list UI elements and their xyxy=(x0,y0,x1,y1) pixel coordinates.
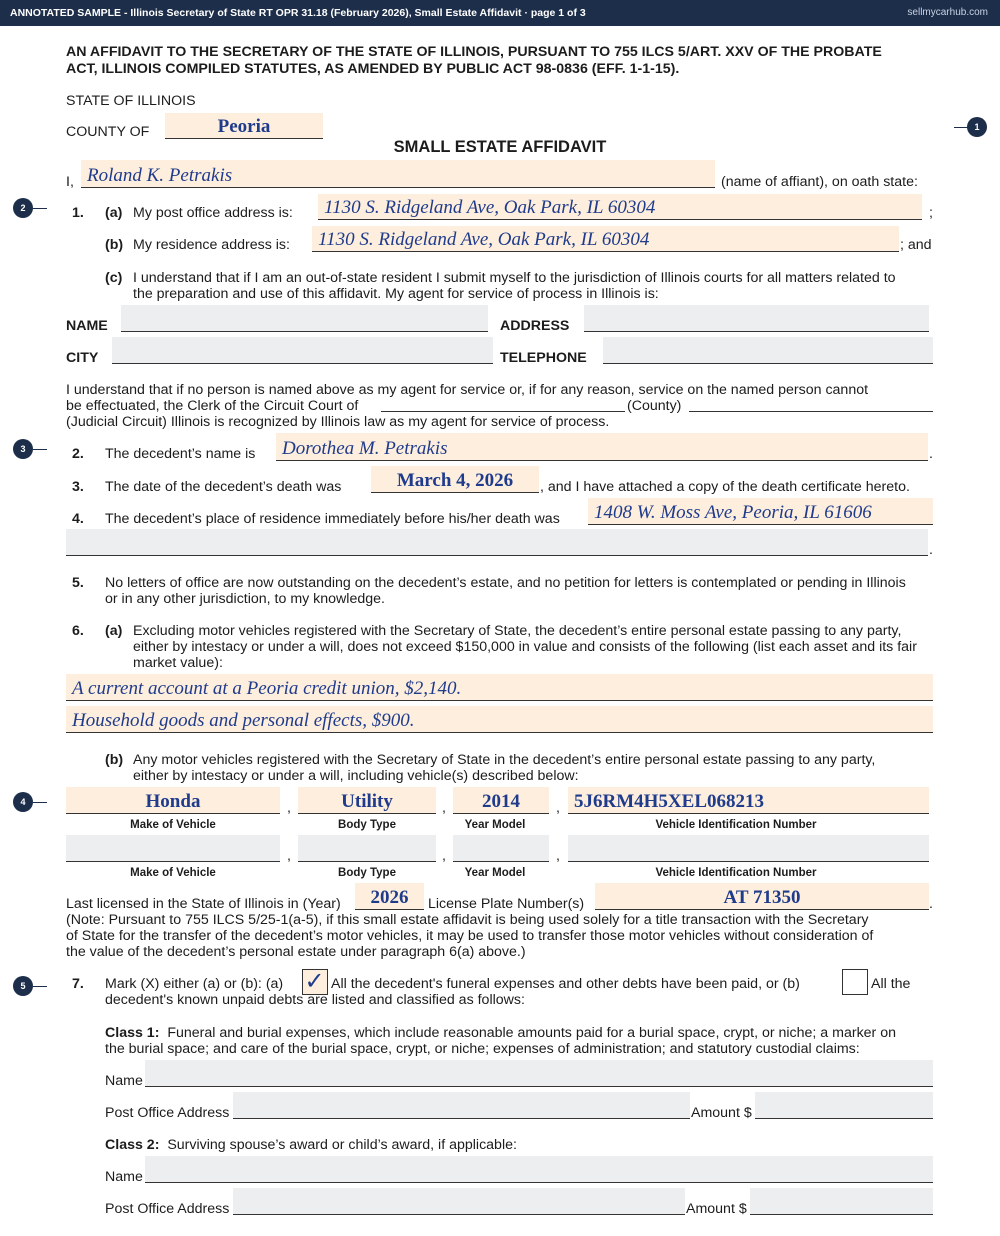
header-site-link[interactable]: sellmycarhub.com xyxy=(907,7,988,18)
county-label: COUNTY OF xyxy=(66,124,150,140)
form-title: SMALL ESTATE AFFIDAVIT xyxy=(393,138,607,156)
item3-end: , and I have attached a copy of the death certificate hereto. xyxy=(540,479,910,495)
agent-name-field[interactable] xyxy=(121,305,488,332)
item1c-line-2: the preparation and use of this affidavit. My agent for service of process in Illinois is: xyxy=(133,286,659,302)
class2-amount-field[interactable] xyxy=(750,1188,933,1215)
county-value: Peoria xyxy=(217,116,271,137)
affiant-suffix: (name of affiant), on oath state: xyxy=(721,174,918,190)
post-office-address-field[interactable] xyxy=(318,194,922,220)
vehicle-body-field[interactable] xyxy=(298,787,436,814)
class2-po-field[interactable] xyxy=(233,1188,685,1215)
item2-number: 2. xyxy=(72,446,84,462)
item1a-label: (a) xyxy=(105,205,123,221)
agent-name-label: NAME xyxy=(66,318,108,334)
col-vin-label-2: Vehicle Identification Number xyxy=(655,867,817,879)
decedent-name-field[interactable] xyxy=(276,433,928,461)
class2-amount-label: Amount $ xyxy=(686,1201,747,1217)
badge-4-leader xyxy=(33,802,47,803)
class1-name-field[interactable] xyxy=(145,1060,933,1087)
class1-name-label: Name xyxy=(105,1073,143,1089)
item2-text: The decedent’s name is xyxy=(105,446,256,462)
vehicle-vin-value: 5J6RM4H5XEL068213 xyxy=(574,791,764,812)
col-body-label-2: Body Type xyxy=(338,867,396,879)
county-field[interactable] xyxy=(165,113,323,139)
col-year-label-2: Year Model xyxy=(464,867,526,879)
post-office-address-value: 1130 S. Ridgeland Ave, Oak Park, IL 60304 xyxy=(324,197,656,218)
item4-number: 4. xyxy=(72,511,84,527)
header-bar xyxy=(0,0,1000,26)
item1c-line-1: I understand that if I am an out-of-state resident I submit myself to the jurisdiction of Illinois courts for all matters related to xyxy=(133,270,896,286)
annotation-badge-3[interactable]: 3 xyxy=(13,439,33,459)
agent-telephone-label: TELEPHONE xyxy=(500,350,587,366)
item7-line-2: decedent's known unpaid debts are listed and classified as follows: xyxy=(105,992,525,1008)
badge-1-leader xyxy=(954,127,968,128)
agent-telephone-field[interactable] xyxy=(603,337,933,364)
asset-value-1: A current account at a Peoria credit union, $2,140. xyxy=(72,678,462,699)
vehicle-comma-2: , xyxy=(442,800,446,816)
class2-line-1: Surviving spouse’s award or child’s award, if applicable: xyxy=(167,1137,517,1153)
item6a-line-3: market value): xyxy=(133,655,223,671)
option-b-checkbox[interactable] xyxy=(842,969,868,995)
class2-text-line-1 xyxy=(105,1137,517,1154)
understand-line-3: (Judicial Circuit) Illinois is recognized by Illinois law as my agent for service of process. xyxy=(66,414,610,430)
vehicle-year-value: 2014 xyxy=(482,791,520,812)
item1a-end: ; xyxy=(929,205,933,221)
vehicle-comma-1: , xyxy=(287,800,291,816)
class1-po-field[interactable] xyxy=(233,1092,690,1119)
vehicle2-comma-2: , xyxy=(442,848,446,864)
item3-text: The date of the decedent’s death was xyxy=(105,479,342,495)
class2-heading: Class 2: xyxy=(105,1137,160,1153)
item3-number: 3. xyxy=(72,479,84,495)
item5-number: 5. xyxy=(72,575,84,591)
item5-line-1: No letters of office are now outstanding on the decedent’s estate, and no petition for letters is contemplated or pending in Illinois xyxy=(105,575,906,591)
item1-number: 1. xyxy=(72,205,84,221)
item7-text-mid: All the decedent's funeral expenses and other debts have been paid, or (b) xyxy=(331,976,800,992)
badge-5-leader xyxy=(33,986,47,987)
class1-po-label: Post Office Address xyxy=(105,1105,230,1121)
residence-at-death-field[interactable] xyxy=(588,498,933,525)
affiant-name-value: Roland K. Petrakis xyxy=(87,165,233,186)
vehicle2-comma-3: , xyxy=(556,848,560,864)
item7-number: 7. xyxy=(72,976,84,992)
item6a-label: (a) xyxy=(105,623,123,639)
vehicle-year-field[interactable] xyxy=(453,787,549,814)
item5-line-2: or in any other jurisdiction, to my knowledge. xyxy=(105,591,385,607)
item4-end: . xyxy=(929,542,933,558)
annotation-badge-4[interactable]: 4 xyxy=(13,792,33,812)
class1-text-line-1 xyxy=(105,1025,896,1042)
decedent-name-value: Dorothea M. Petrakis xyxy=(282,438,448,459)
plate-end: . xyxy=(929,896,933,912)
item4-text: The decedent’s place of residence immediately before his/her death was xyxy=(105,511,560,527)
understand-line-1: I understand that if no person is named above as my agent for service or, if for any reason, service on the named person cannot xyxy=(66,382,869,398)
note-line-1: (Note: Pursuant to 755 ILCS 5/25-1(a-5), if this small estate affidavit is being used solely for a title transaction with the Secretary xyxy=(66,912,869,928)
vehicle-make-field[interactable] xyxy=(66,787,280,814)
vehicle-comma-3: , xyxy=(556,800,560,816)
asset-value-2: Household goods and personal effects, $900. xyxy=(72,710,415,731)
class2-name-label: Name xyxy=(105,1169,143,1185)
vehicle-make-value: Honda xyxy=(145,791,201,812)
vehicle2-comma-1: , xyxy=(287,848,291,864)
vehicle2-body-field[interactable] xyxy=(298,835,436,862)
agent-address-label: ADDRESS xyxy=(500,318,570,334)
affiant-prefix: I, xyxy=(66,174,74,190)
col-make-label-1: Make of Vehicle xyxy=(130,819,216,831)
badge-2-leader xyxy=(33,208,47,209)
item6-number: 6. xyxy=(72,623,84,639)
annotation-badge-1[interactable]: 1 xyxy=(967,117,987,137)
col-make-label-2: Make of Vehicle xyxy=(130,867,216,879)
class1-amount-field[interactable] xyxy=(755,1092,933,1119)
plate-number-value: AT 71350 xyxy=(723,887,801,908)
licensed-year-field[interactable] xyxy=(355,883,424,910)
residence-at-death-line-2[interactable] xyxy=(66,529,928,556)
item6b-label: (b) xyxy=(105,752,124,768)
date-of-death-value: March 4, 2026 xyxy=(396,470,514,491)
header-title: ANNOTATED SAMPLE - Illinois Secretary of State RT OPR 31.18 (February 2026), Small Estate Affidavit · page 1 of 3 xyxy=(10,7,586,19)
item6a-line-2: either by intestacy or under a will, does not exceed $150,000 in value and consists of the following (list each asset and its fair xyxy=(133,639,917,655)
col-body-label-1: Body Type xyxy=(338,819,396,831)
heading-line-1: AN AFFIDAVIT TO THE SECRETARY OF THE STATE OF ILLINOIS, PURSUANT TO 755 ILCS 5/ART. XXV OF THE PROBATE xyxy=(66,44,882,60)
item6a-line-1: Excluding motor vehicles registered with the Secretary of State, the decedent’s entire personal estate passing to any party, xyxy=(133,623,902,639)
residence-address-field[interactable] xyxy=(312,226,899,252)
badge-3-leader xyxy=(33,449,47,450)
residence-address-value: 1130 S. Ridgeland Ave, Oak Park, IL 60304 xyxy=(318,229,650,250)
asset-field-2[interactable] xyxy=(66,706,933,733)
licensed-label: Last licensed in the State of Illinois in (Year) xyxy=(66,896,341,912)
agent-address-field[interactable] xyxy=(584,305,929,332)
plate-label: License Plate Number(s) xyxy=(428,896,585,912)
agent-city-label: CITY xyxy=(66,350,99,366)
class2-name-field[interactable] xyxy=(145,1156,933,1183)
class1-line-2: the burial space; and care of the burial space, crypt, or niche; expenses of administration; and statutory custodial claims: xyxy=(105,1041,860,1057)
judicial-circuit-line[interactable] xyxy=(689,411,933,412)
annotation-badge-2[interactable]: 2 xyxy=(13,198,33,218)
circuit-county-line[interactable] xyxy=(381,411,625,412)
item1b-end: ; and xyxy=(900,237,932,253)
col-vin-label-1: Vehicle Identification Number xyxy=(655,819,817,831)
affiant-name-field[interactable] xyxy=(81,160,715,188)
residence-at-death-value: 1408 W. Moss Ave, Peoria, IL 61606 xyxy=(594,502,872,523)
state-label: STATE OF ILLINOIS xyxy=(66,93,196,109)
vehicle2-vin-field[interactable] xyxy=(568,835,929,862)
heading-line-2: ACT, ILLINOIS COMPILED STATUTES, AS AMENDED BY PUBLIC ACT 98-0836 (EFF. 1-1-15). xyxy=(66,61,680,77)
note-line-3: the value of the decedent’s personal estate under paragraph 6(a) above.) xyxy=(66,944,526,960)
vehicle2-make-field[interactable] xyxy=(66,835,280,862)
class1-heading: Class 1: xyxy=(105,1025,160,1041)
plate-number-field[interactable] xyxy=(595,883,929,910)
item2-end: . xyxy=(929,446,933,462)
class1-amount-label: Amount $ xyxy=(691,1105,752,1121)
class2-po-label: Post Office Address xyxy=(105,1201,230,1217)
vehicle2-year-field[interactable] xyxy=(453,835,549,862)
annotation-badge-5[interactable]: 5 xyxy=(13,976,33,996)
item7-text-a: Mark (X) either (a) or (b): (a) xyxy=(105,976,284,992)
check-mark-icon: ✓ xyxy=(304,968,325,995)
vehicle-vin-field[interactable] xyxy=(568,787,929,814)
licensed-year-value: 2026 xyxy=(370,887,409,908)
item1b-label: (b) xyxy=(105,237,124,253)
note-line-2: of State for the transfer of the decedent’s motor vehicles, it may be used to transfer those motor vehicles without consideration of xyxy=(66,928,874,944)
item1c-label: (c) xyxy=(105,270,123,286)
item7-text-end: All the xyxy=(871,976,911,992)
asset-field-1[interactable] xyxy=(66,674,933,701)
item1a-text: My post office address is: xyxy=(133,205,293,221)
date-of-death-field[interactable] xyxy=(371,466,539,493)
vehicle-body-value: Utility xyxy=(341,791,393,812)
item1b-text: My residence address is: xyxy=(133,237,290,253)
class1-line-1: Funeral and burial expenses, which include reasonable amounts paid for a burial space, crypt, or niche; a marker on xyxy=(167,1025,897,1041)
understand-line-2b: (County) xyxy=(627,398,682,414)
col-year-label-1: Year Model xyxy=(464,819,526,831)
item6b-line-1: Any motor vehicles registered with the Secretary of State in the decedent’s entire personal estate passing to any party, xyxy=(133,752,876,768)
agent-city-field[interactable] xyxy=(112,337,493,364)
understand-line-2a: be effectuated, the Clerk of the Circuit Court of xyxy=(66,398,359,414)
item6b-line-2: either by intestacy or under a will, including vehicle(s) described below: xyxy=(133,768,579,784)
